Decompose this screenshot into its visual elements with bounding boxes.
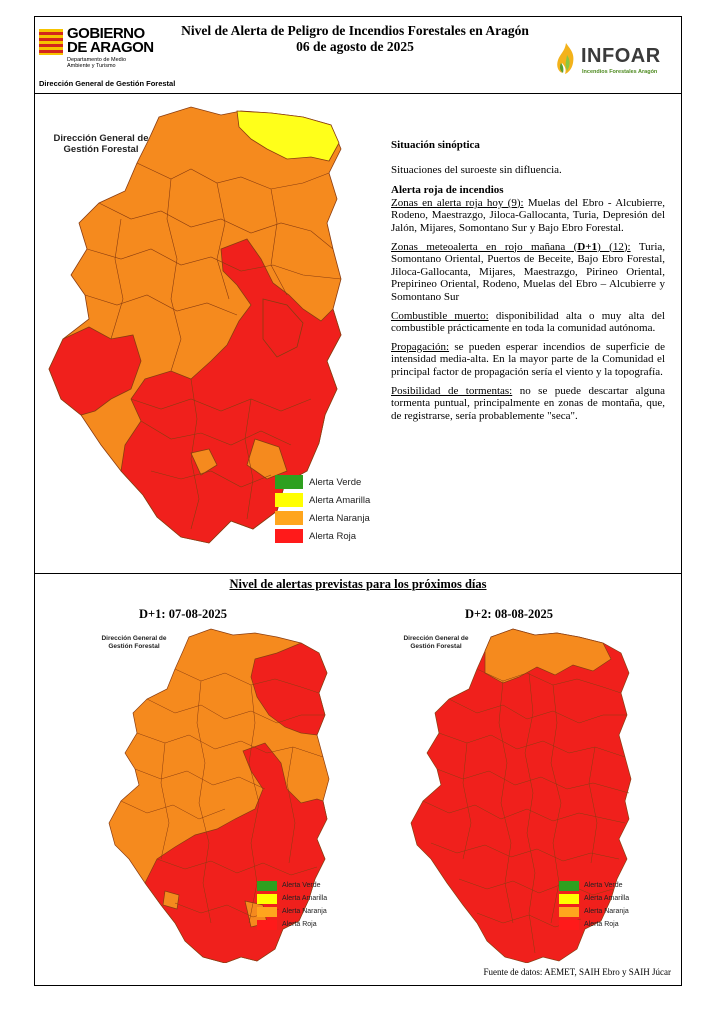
fuel-paragraph <box>391 310 665 335</box>
legend-label: Alerta Naranja <box>309 512 370 524</box>
legend-item <box>559 892 629 905</box>
legend-item <box>257 892 327 905</box>
storm-text: no se puede descartar alguna tormenta puntual, principalmente en zonas de montaña, que, de registrarse, sería probablemente "seca". <box>391 384 665 422</box>
aragon-flag-icon <box>39 29 63 55</box>
bulletin-page <box>34 16 682 986</box>
today-zones-label: Zonas en alerta roja hoy (9): <box>391 196 524 209</box>
tomorrow-zones-count: ) (12): <box>597 240 631 253</box>
gov-dept: Departamento de Medio Ambiente y Turismo <box>67 57 127 69</box>
infoar-logo <box>555 41 673 79</box>
legend-swatch-red <box>559 920 579 930</box>
legend-label: Alerta Amarilla <box>309 494 371 506</box>
synoptic-situation: Situaciones del suroeste sin difluencia. <box>391 163 562 176</box>
legend-label: Alerta Verde <box>282 882 321 889</box>
map-label-d2: Dirección General de Gestión Forestal <box>403 635 469 650</box>
forecast-d2-title: D+2: 08-08-2025 <box>465 607 554 621</box>
direction-label: Dirección General de Gestión Forestal <box>39 79 176 88</box>
legend-label: Alerta Roja <box>584 921 619 928</box>
legend-item <box>275 527 370 545</box>
legend-swatch-red <box>257 920 277 930</box>
gov-name-line2: DE ARAGON <box>67 39 154 56</box>
tomorrow-zones <box>391 241 665 304</box>
legend-item <box>257 879 327 892</box>
synoptic-text <box>391 139 665 428</box>
page-title <box>155 23 555 55</box>
infoar-sub: Incendios Forestales Aragón <box>582 69 658 75</box>
legend-swatch-orange <box>559 907 579 917</box>
legend-d1 <box>257 879 327 931</box>
legend-swatch-green <box>275 475 303 489</box>
today-section <box>35 93 681 574</box>
storm-paragraph <box>391 385 665 423</box>
legend-label: Alerta Amarilla <box>282 895 328 902</box>
legend-swatch-yellow <box>257 894 277 904</box>
gobierno-aragon-logo <box>39 27 164 75</box>
legend-swatch-red <box>275 529 303 543</box>
legend-label: Alerta Roja <box>282 921 317 928</box>
synoptic-heading: Situación sinóptica <box>391 139 480 151</box>
data-source-footer: Fuente de datos: AEMET, SAIH Ebro y SAIH Júcar <box>483 967 671 977</box>
tomorrow-zones-text: Turia, Somontano Oriental, Puertos de Beceite, Bajo Ebro Forestal, Jiloca-Gallocanta, Mijares, Maestrazgo, Pirineo Oriental, Prepirineo Oriental, Rodeno, Muelas del Ebro – Alcubierre y Somontano Sur <box>391 240 666 303</box>
title-date: 06 de agosto de 2025 <box>296 39 414 54</box>
map-label-d1: Dirección General de Gestión Forestal <box>101 635 167 650</box>
legend-label: Alerta Naranja <box>584 908 629 915</box>
legend-today <box>275 473 370 545</box>
legend-item <box>257 918 327 931</box>
title-line1: Nivel de Alerta de Peligro de Incendios Forestales en Aragón <box>181 23 529 38</box>
legend-label: Alerta Naranja <box>282 908 327 915</box>
legend-label: Alerta Verde <box>309 476 362 488</box>
fuel-text: disponibilidad alta o muy alta del combustible prácticamente en toda la comunidad autónoma. <box>391 309 665 335</box>
legend-swatch-yellow <box>275 493 303 507</box>
red-alert-heading: Alerta roja de incendios <box>391 184 504 197</box>
header <box>35 17 681 94</box>
forecast-d1-title: D+1: 07-08-2025 <box>139 607 228 621</box>
legend-swatch-orange <box>275 511 303 525</box>
legend-label: Alerta Roja <box>309 530 356 542</box>
legend-item <box>275 509 370 527</box>
legend-item <box>275 491 370 509</box>
fuel-label: Combustible muerto: <box>391 309 489 322</box>
propagation-text: se pueden esperar incendios de superficie de intensidad media-alta. En la mayor parte de la Comunidad el principal factor de propagación sería el viento y la topografía. <box>391 340 665 378</box>
flame-icon <box>555 41 577 75</box>
tomorrow-zones-label: Zonas meteoalerta en rojo mañana ( <box>391 240 578 253</box>
legend-item <box>559 879 629 892</box>
legend-item <box>257 905 327 918</box>
legend-swatch-green <box>257 881 277 891</box>
infoar-name: INFOAR <box>581 45 661 67</box>
forecast-title: Nivel de alertas previstas para los próximos días <box>229 577 487 591</box>
legend-item <box>559 905 629 918</box>
legend-d2 <box>559 879 629 931</box>
map-label-today: Dirección General de Gestión Forestal <box>53 133 149 155</box>
gov-name-line1: GOBIERNO <box>67 25 145 42</box>
propagation-label: Propagación: <box>391 340 450 353</box>
storm-label: Posibilidad de tormentas: <box>391 384 513 397</box>
legend-swatch-green <box>559 881 579 891</box>
legend-swatch-yellow <box>559 894 579 904</box>
legend-swatch-orange <box>257 907 277 917</box>
propagation-paragraph <box>391 341 665 379</box>
today-zones <box>391 197 665 235</box>
legend-item <box>559 918 629 931</box>
tomorrow-zones-day: D+1 <box>577 240 598 253</box>
legend-label: Alerta Amarilla <box>584 895 630 902</box>
legend-item <box>275 473 370 491</box>
legend-label: Alerta Verde <box>584 882 623 889</box>
today-zones-text: Muelas del Ebro - Alcubierre, Rodeno, Maestrazgo, Jiloca-Gallocanta, Turia, Depresión del Jalón, Mijares, Somontano Sur y Bajo Ebro Forestal. <box>391 196 665 234</box>
